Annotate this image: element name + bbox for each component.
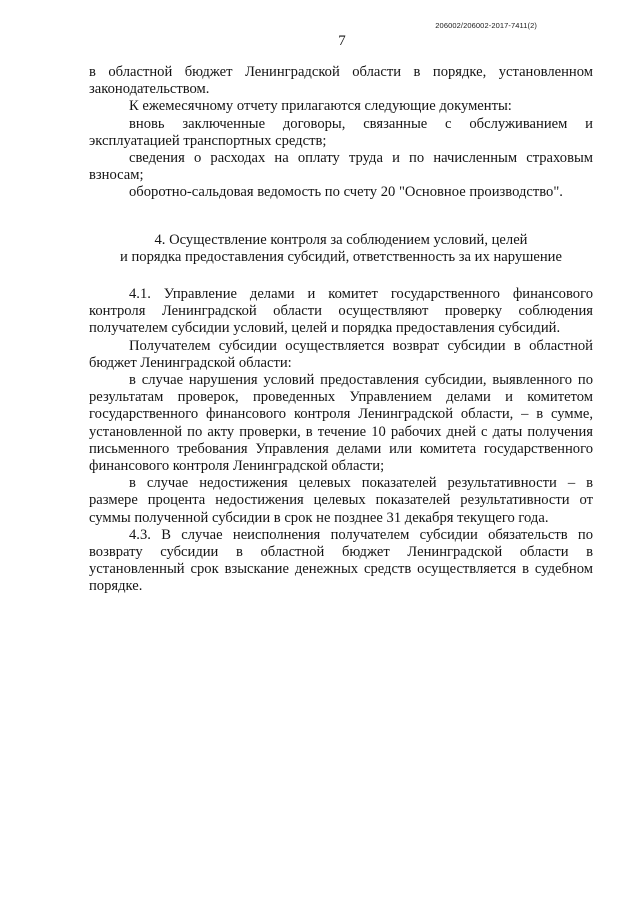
paragraph-violation-case: в случае нарушения условий предоставления субсидии, выявленного по результатам проверок, проведенных Управлением делами и комитетом государственного финансового контроля Ленинградской области, – в сумме, установленной по акту проверки, в течение 10 рабочих дней с даты получения письменного требования Управления делами или комитета государственного финансового контроля Ленинградской области; — [89, 372, 593, 475]
paragraph-subsidy-return: Получателем субсидии осуществляется возврат субсидии в областной бюджет Ленинградской области: — [89, 337, 593, 371]
section-4-title-line-2: и порядка предоставления субсидий, ответственность за их нарушение — [120, 248, 562, 265]
paragraph-turnover-sheet: оборотно-сальдовая ведомость по счету 20 "Основное производство". — [129, 184, 563, 201]
paragraph-budget-order: в областной бюджет Ленинградской области в порядке, установленном законодательством. — [89, 64, 593, 98]
paragraph-4-3: 4.3. В случае неисполнения получателем субсидии обязательств по возврату субсидии в областной бюджет Ленинградской области в установленный срок взыскание денежных средств осуществляется в судебном порядке. — [89, 526, 593, 595]
paragraph-4-1: 4.1. Управление делами и комитет государственного финансового контроля Ленинградской области осуществляют проверку соблюдения получателем субсидии условий, целей и порядка предоставления субсидий. — [89, 286, 593, 337]
paragraph-contracts: вновь заключенные договоры, связанные с обслуживанием и эксплуатацией транспортных средств; — [89, 115, 593, 149]
section-4-title-line-1: 4. Осуществление контроля за соблюдением условий, целей — [154, 231, 528, 248]
paragraph-indicators-case: в случае недостижения целевых показателей результативности – в размере процента недостижения целевых показателей результативности от суммы полученной субсидии в срок не позднее 31 декабря текущего года. — [89, 475, 593, 526]
page-number: 7 — [338, 33, 346, 49]
paragraph-salary-expenses: сведения о расходах на оплату труда и по начисленным страховым взносам; — [89, 150, 593, 184]
document-id: 206002/206002-2017-7411(2) — [435, 21, 537, 30]
paragraph-attachments-intro: К ежемесячному отчету прилагаются следующие документы: — [129, 98, 512, 115]
document-body — [89, 64, 593, 596]
section-4-heading — [89, 232, 593, 266]
